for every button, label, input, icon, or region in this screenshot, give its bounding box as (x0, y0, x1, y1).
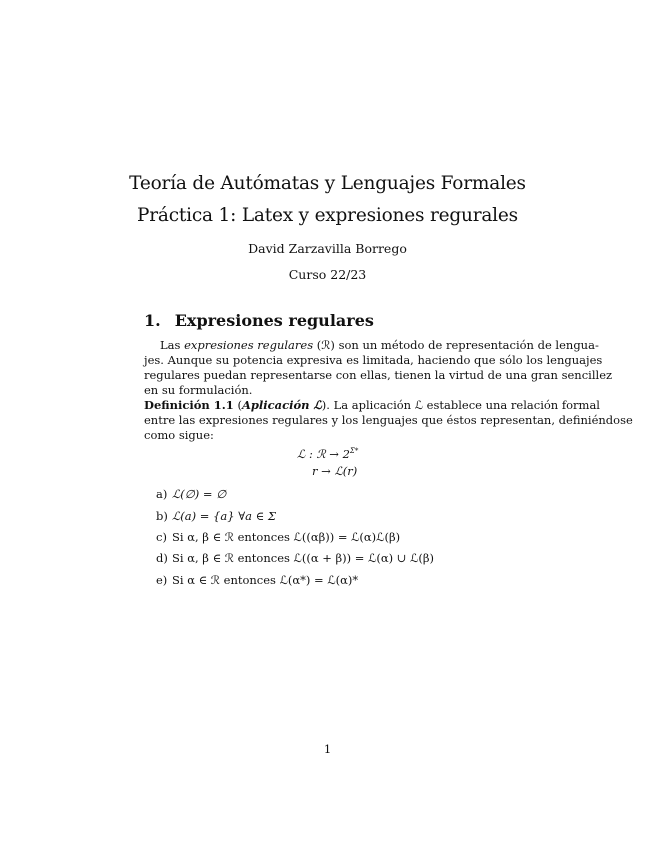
rule-text: Si α, β ∈ ℛ entonces ℒ((αβ)) = ℒ(α)ℒ(β) (172, 530, 401, 544)
definition-name: Aplicación ℒ (241, 398, 322, 412)
definition-line-1: Definición 1.1 (Aplicación ℒ). La aplicación ℒ establece una relación formal (144, 398, 600, 412)
intro-line-2: jes. Aunque su potencia expresiva es limitada, haciendo que sólo los lenguajes (144, 353, 603, 367)
rule-c (156, 530, 400, 544)
rule-text: Si α, β ∈ ℛ entonces ℒ((α + β)) = ℒ(α) ∪ ℒ(β) (172, 551, 434, 565)
equation-line-1: ℒ : ℛ → $2^{\Sigma*}$ (297, 447, 359, 461)
author: David Zarzavilla Borrego (248, 241, 407, 256)
definition-line-3: como sigue: (144, 428, 214, 442)
document-subtitle: Práctica 1: Latex y expresiones regurales (137, 205, 518, 226)
intro-line-4: en su formulación. (144, 383, 253, 397)
rule-label: e) (156, 573, 168, 587)
section-title: Expresiones regulares (174, 311, 374, 330)
definition-line-2: entre las expresiones regulares y los lenguajes que éstos representan, definiéndose (144, 413, 633, 427)
rule-label: a) (156, 487, 168, 501)
rule-label: b) (156, 509, 168, 523)
intro-paragraph (144, 338, 613, 398)
rule-a (156, 487, 226, 501)
course: Curso 22/23 (288, 267, 367, 282)
page-number: 1 (323, 742, 332, 756)
rule-b (156, 509, 276, 523)
section-heading (144, 311, 374, 330)
rule-e (156, 573, 358, 587)
rule-text: Si α ∈ ℛ entonces ℒ(α*) = ℒ(α)* (172, 573, 359, 587)
intro-line-3: regulares puedan representarse con ellas, tienen la virtud de una gran sencillez (144, 368, 613, 382)
equation-superscript: Σ* (349, 447, 359, 456)
rule-label: d) (156, 551, 168, 565)
definition-label: Definición 1.1 (144, 398, 234, 412)
rule-label: c) (156, 530, 167, 544)
document-title: Teoría de Autómatas y Lenguajes Formales (129, 173, 526, 194)
rule-text: ℒ(a) = {a} ∀a ∈ Σ (172, 509, 276, 523)
intro-line-1: Las expresiones regulares (ℛ) son un método de representación de lengua- (160, 338, 599, 352)
definition-block (144, 398, 633, 443)
rule-d (156, 551, 434, 565)
rule-text: ℒ(∅) = ∅ (172, 487, 227, 501)
emphasis-text: expresiones regulares (184, 338, 314, 352)
equation-line-2: r → ℒ(r) (312, 464, 358, 478)
section-number: 1. (144, 311, 161, 330)
